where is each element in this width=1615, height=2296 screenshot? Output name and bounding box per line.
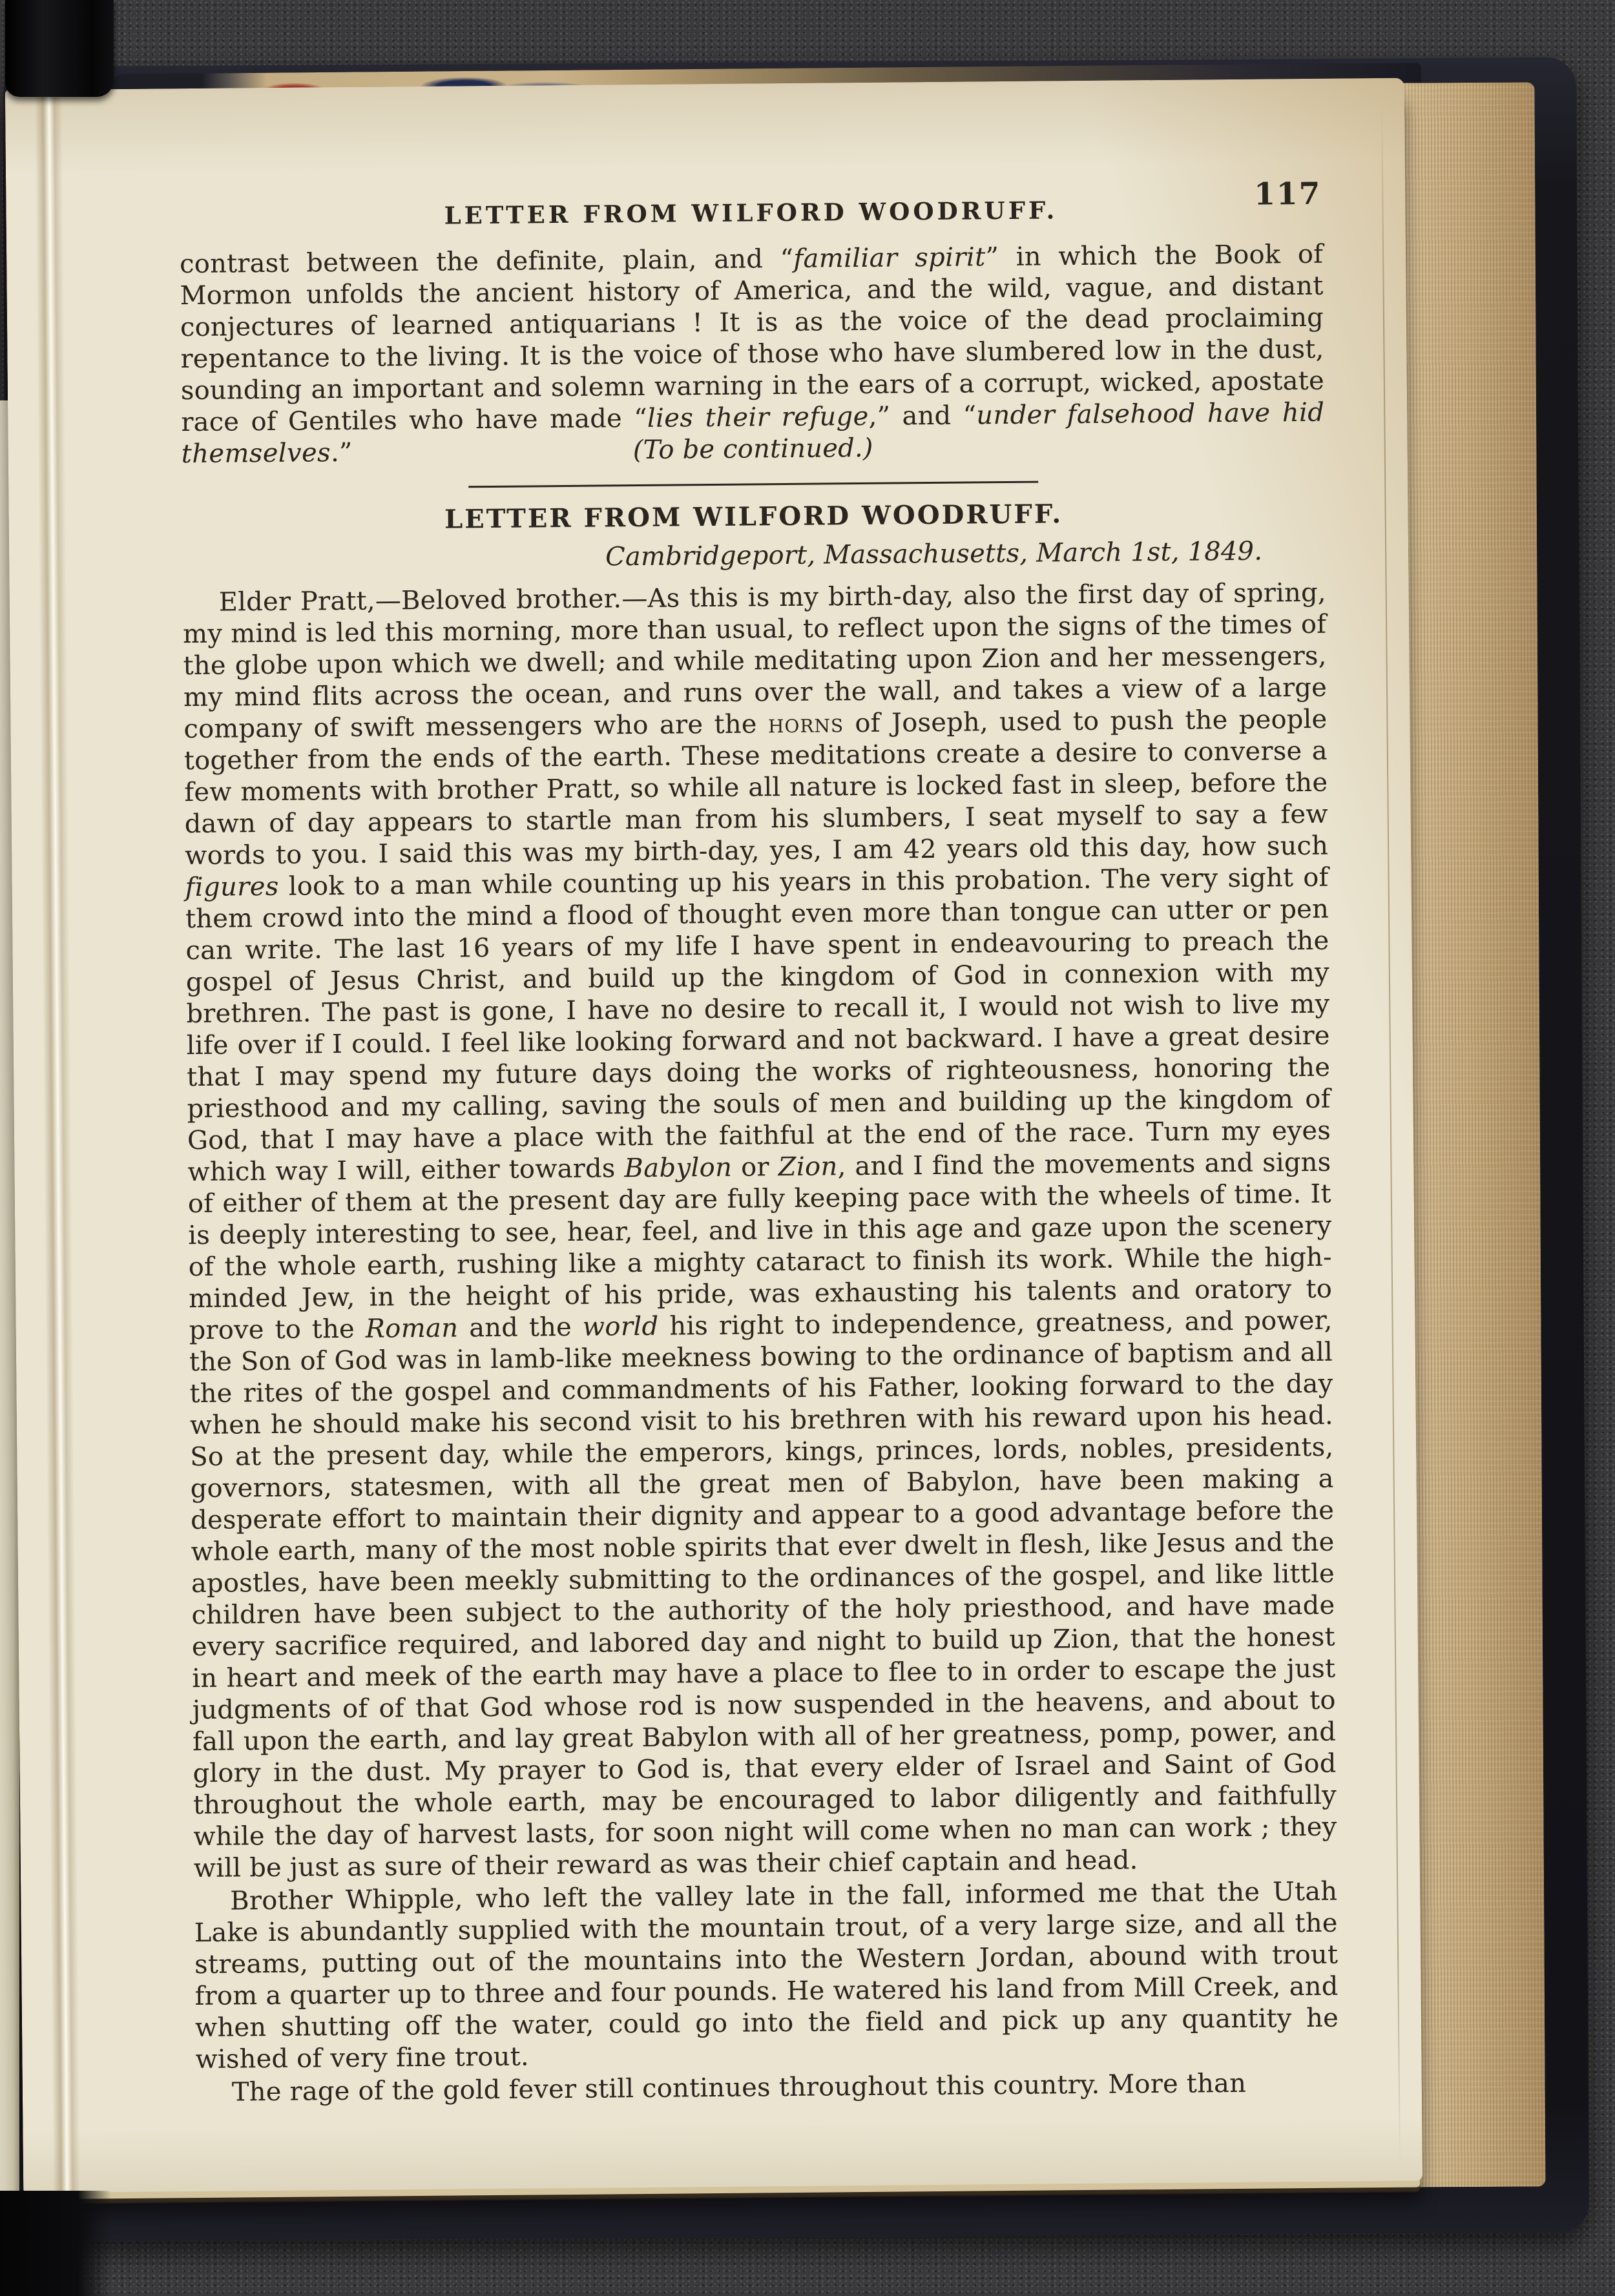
gutter-crease	[35, 90, 80, 2193]
letter-paragraph: Elder Pratt,—Beloved brother.—As this is my birth-day, also the first day of spring, my mind is led this morning, more than usual, to reflect upon the signs of the times of the globe upon which we dwell; and while meditating upon Zion and her messengers, my mind flits across the ocean, and runs over the wall, and takes a view of a large company of swift messengers who are the horns of Joseph, used to push the people together from the ends of the earth. These meditations create a desire to converse a few moments with brother Pratt, so while all nature is locked fast in sleep, before the dawn of day appears to startle man from his slumbers, I seat myself to say a few words to you. I said this was my birth-day, yes, I am 42 years old this day, how such figures look to a man while counting up his years in this probation. The very sight of them crowd into the mind a flood of thought even more than tongue can utter or pen can write. The last 16 years of my life I have spent in endeavouring to preach the gospel of Jesus Christ, and build up the kingdom of God in connexion with my brethren. The past is gone, I have no desire to recall it, I would not wish to live my life over if I could. I feel like looking forward and not backward. I have a great desire that I may spend my future days doing the works of righteousness, honoring the priesthood and my calling, saving the souls of men and building up the kingdom of God, that I may have a place with the faithful at the end of the race. Turn my eyes which way I will, either towards Babylon or Zion, and I find the movements and signs of either of them at the present day are fully keeping pace with the wheels of time. It is deeply interesting to see, hear, feel, and live in this age and gaze upon the scenery of the whole earth, rushing like a mighty cataract to finish its work. While the high-minded Jew, in the height of his pride, was exhausting his talents and oratory to prove to the Roman and the world his right to independence, greatness, and power, the Son of God was in lamb-like meekness bowing to the ordinance of baptism and all the rites of the gospel and commandments of his Father, looking forward to the day when he should make his second visit to his brethren with his reward upon his head. So at the present day, while the emperors, kings, princes, lords, nobles, presidents, governors, statesmen, with all the great men of Babylon, have been making a desperate effort to maintain their dignity and appear to a good advantage before the whole earth, many of the most noble spirits that ever dwelt in flesh, like Jesus and the apostles, have been meekly submitting to the ordinances of the gospel, and like little children have been subject to the authority of the holy priesthood, and have made every sacrifice required, and labored day and night to build up Zion, that the honest in heart and meek of the earth may have a place to flee to in order to escape the just judgments of of that God whose rod is now suspended in the heavens, and about to fall upon the earth, and lay great Babylon with all of her greatness, pomp, power, and glory in the dust. My prayer to God is, that every elder of Israel and Saint of God throughout the whole earth, may be encouraged to labor diligently and faithfully while the day of harvest lasts, for soon night will come when no man can work ; they will be just as sure of their reward as was their chief captain and head.	[182, 577, 1337, 1884]
bookmark-ribbon	[5, 0, 114, 97]
page-content	[179, 176, 1339, 2109]
letter-paragraph: The rage of the gold fever still continues throughout this country. More than	[231, 2068, 1247, 2107]
letter-body	[183, 577, 1339, 2109]
letter-dateline: Cambridgeport, Massachusetts, March 1st, 1849.	[605, 536, 1263, 572]
letter-paragraph: Brother Whipple, who left the valley late in the fall, informed me that the Utah Lake is abundantly supplied with the mountain trout, of a very large size, and all the streams, putting out of the mountains into the Western Jordan, abound with trout from a quarter up to three and four pounds. He watered his land from Mill Creek, and when shutting off the water, could go into the field and pick up any quantity he wished of very fine trout.	[194, 1876, 1339, 2075]
letter-heading: LETTER FROM WILFORD WOODRUFF.	[444, 499, 1063, 535]
to-be-continued-note: (To be continued.)	[632, 433, 873, 466]
page-header	[179, 176, 1322, 234]
page-number: 117	[1253, 176, 1322, 212]
section-divider	[468, 481, 1038, 488]
cover-bottom-shadow	[0, 2191, 111, 2296]
running-head: LETTER FROM WILFORD WOODRUFF.	[444, 196, 1058, 230]
continuation-paragraph: contrast between the definite, plain, and “familiar spirit” in which the Book of Mormon unfolds the ancient history of America, and the wild, vague, and distant conjectures of learned antiquarians ! It is as the voice of the dead proclaiming repentance to the living. It is the voice of those who have slumbered low in the dust, sounding an important and solemn warning in the ears of a corrupt, wicked, apostate race of Gentiles who have made “lies their refuge,” and “under falsehood have hid themselves.”	[179, 239, 1325, 470]
book-page	[5, 78, 1422, 2193]
